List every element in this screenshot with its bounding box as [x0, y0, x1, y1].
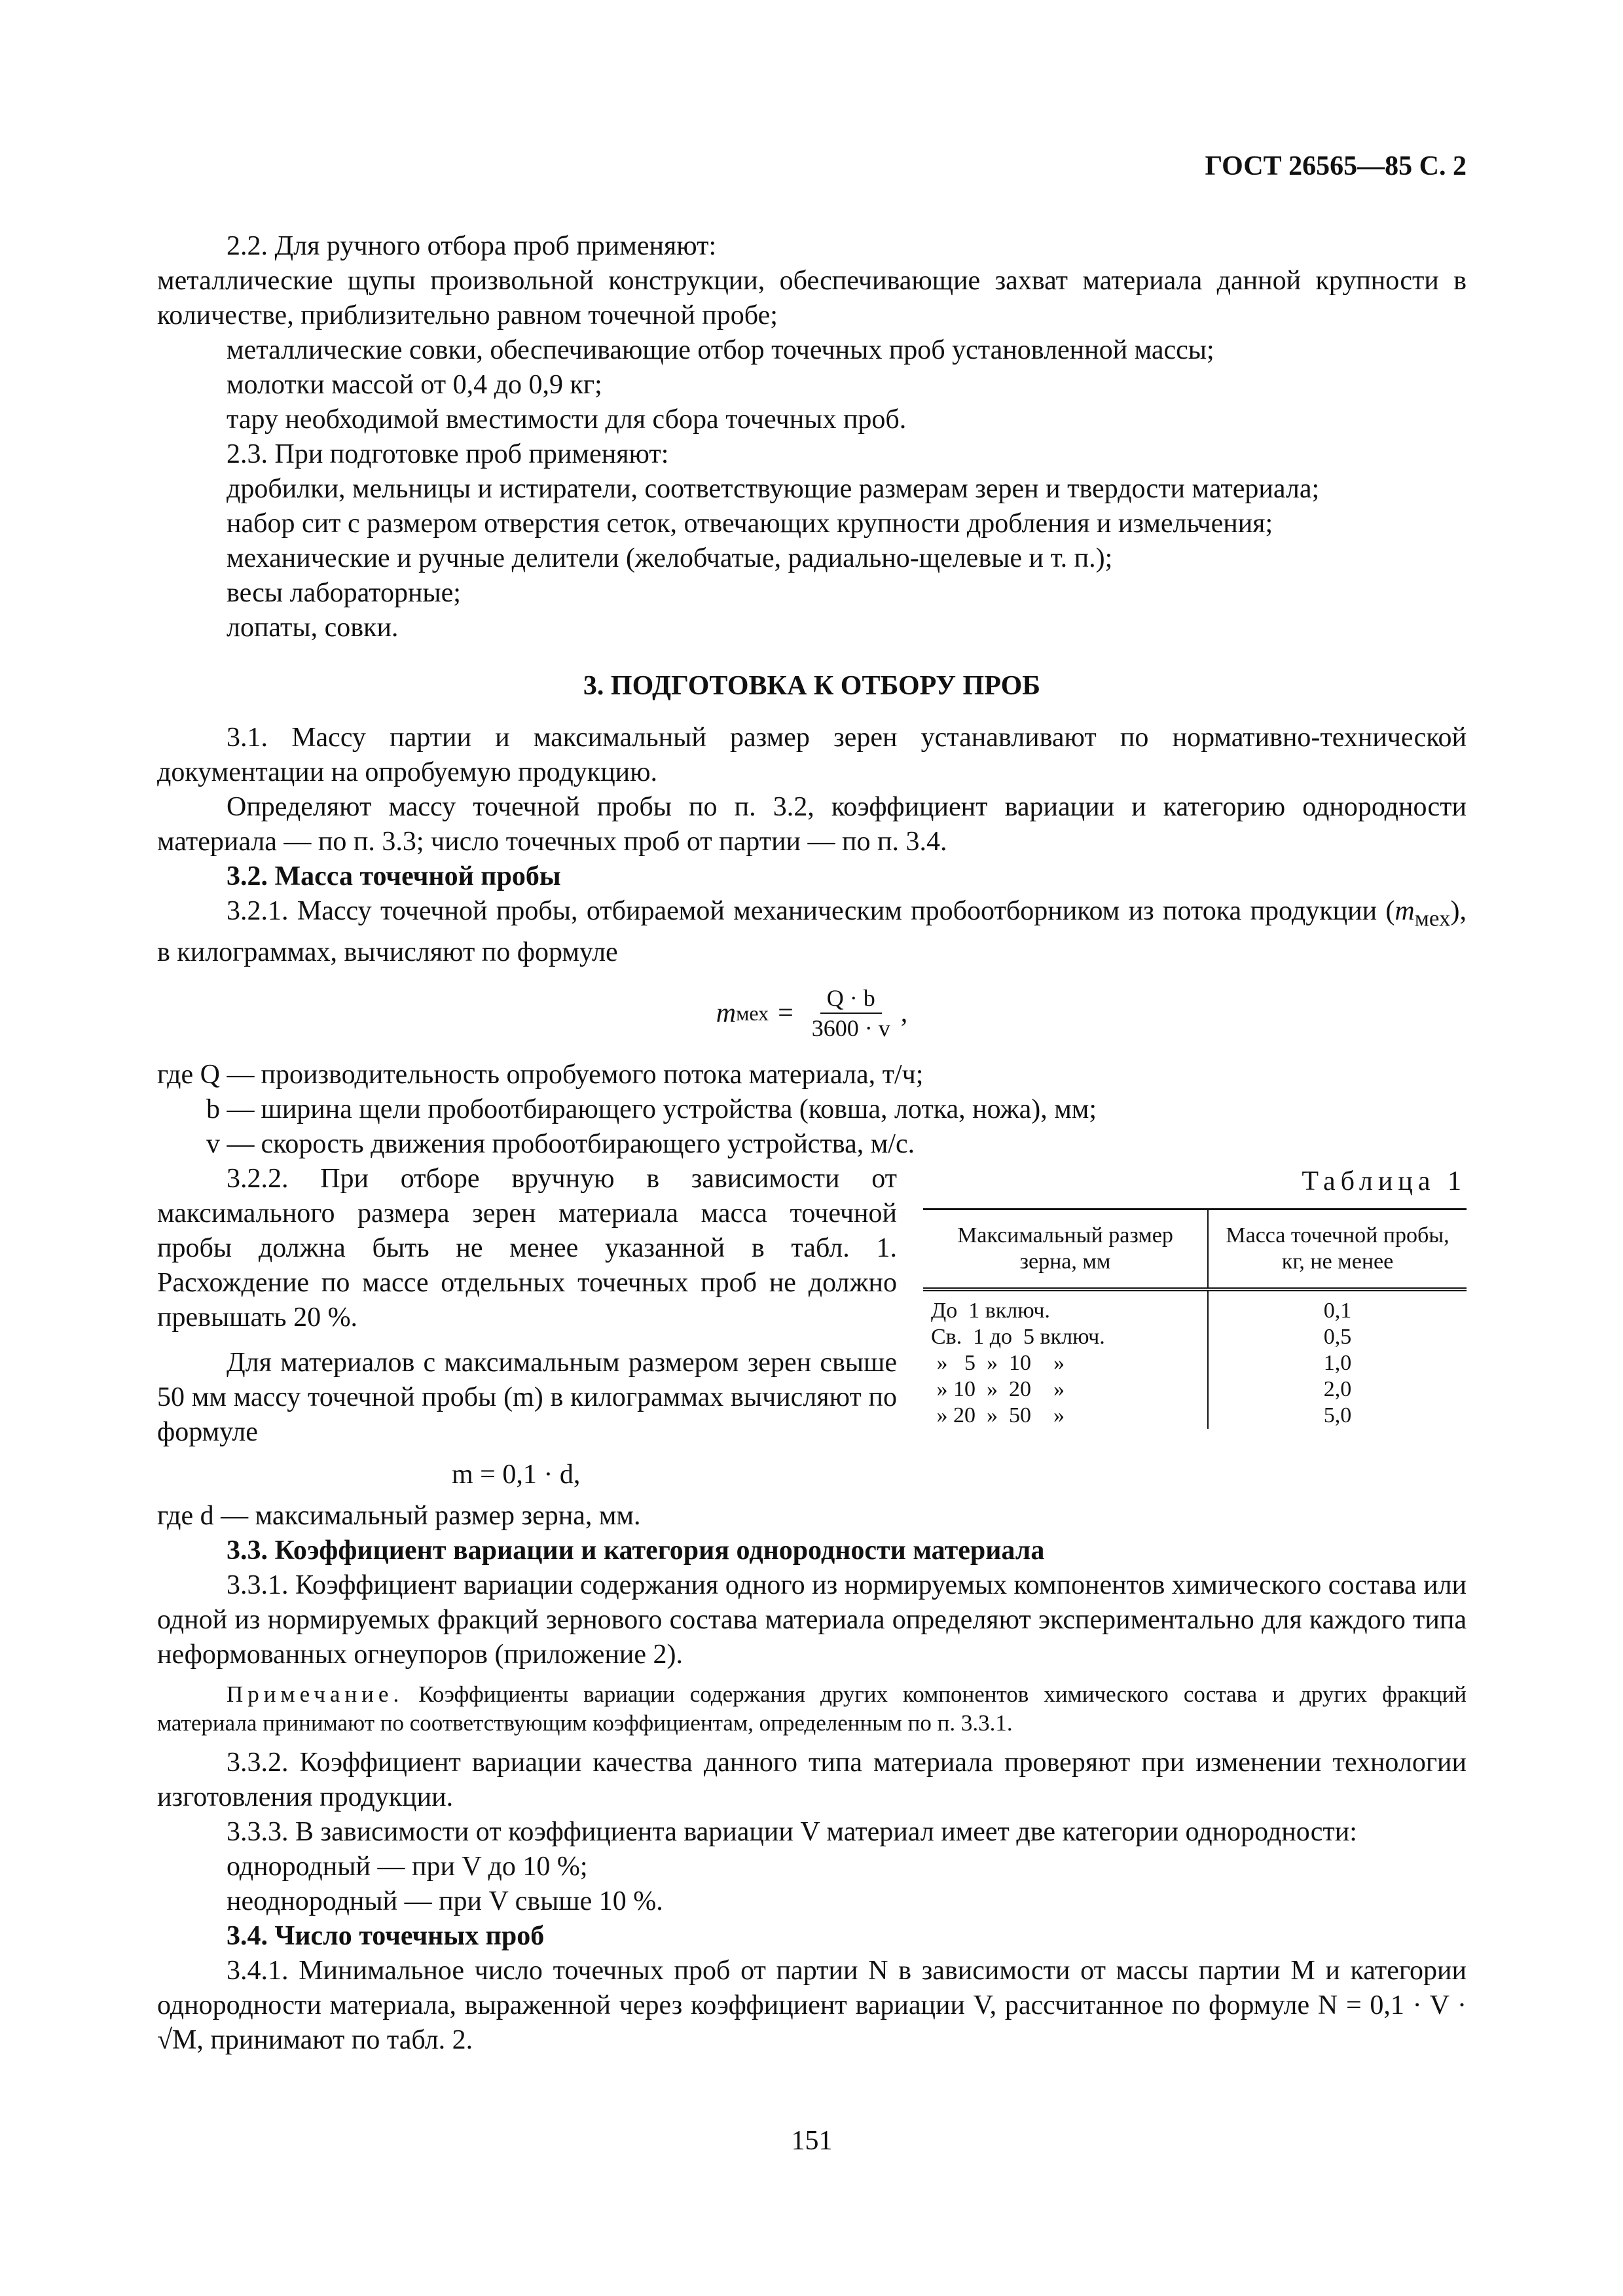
clause-2-3-item: механические и ручные делители (желобчатые, радиально-щелевые и т. п.); [227, 543, 1113, 573]
formula-m-d: m = 0,1 · d, [452, 1460, 581, 1490]
legend-key: v — [206, 1129, 255, 1160]
clause-3-2-2-text [157, 1162, 897, 1450]
clause-3-3-3: 3.3.3. В зависимости от коэффициента вариации V материал имеет две категории однородности: [227, 1817, 1357, 1848]
formula-lhs-sub: мех [736, 1001, 769, 1025]
formula-lhs: m [716, 997, 737, 1028]
clause-3-3-heading: 3.3. Коэффициент вариации и категория однородности материала [227, 1535, 1045, 1566]
legend-value: скорость движения пробоотбирающего устройства, м/с. [261, 1129, 915, 1160]
clause-2-3-title: 2.3. При подготовке проб применяют: [227, 439, 669, 469]
formula-numerator: Q · b [820, 984, 882, 1014]
formula-legend [157, 1058, 1467, 1162]
table-1-block [923, 1162, 1467, 1450]
legend-value: производительность опробуемого потока материала, т/ч; [261, 1060, 924, 1090]
formula-denominator: 3600 · v [811, 1015, 890, 1042]
table-header-row [923, 1210, 1467, 1290]
section-3-heading: 3. ПОДГОТОВКА К ОТБОРУ ПРОБ [583, 671, 1041, 701]
table-cell: » 10 » 20 » [923, 1376, 1208, 1403]
formula-equals: = [778, 997, 793, 1028]
table-row [923, 1289, 1467, 1324]
clause-2-3-item: лопаты, совки. [227, 613, 399, 643]
clause-2-3-item: дробилки, мельницы и истиратели, соответствующие размерам зерен и твердости материала; [227, 474, 1320, 504]
clause-2-2-item: тару необходимой вместимости для сбора точечных проб. [227, 404, 907, 435]
legend-key: где Q — [157, 1060, 255, 1090]
table-row [923, 1324, 1467, 1350]
clause-3-2-2: 3.2.2. При отборе вручную в зависимости от максимального размера зерен материала масса точечной пробы должна быть не менее указанной в табл. 1. Расхождение по массе отдельных точечных проб не должно превышать 20 %. [157, 1164, 897, 1333]
table-1 [923, 1208, 1467, 1429]
clause-3-2-heading: 3.2. Масса точечной пробы [227, 861, 561, 891]
formula-tail: , [900, 997, 908, 1028]
note-label: Примечание. [227, 1681, 404, 1708]
formula-m-d-legend: где d — максимальный размер зерна, мм. [157, 1501, 641, 1532]
clause-3-1-continued: Определяют массу точечной пробы по п. 3.2, коэффициент вариации и категорию однородности материала — по п. 3.3; число точечных проб от партии — по п. 3.4. [157, 792, 1467, 857]
table-header-cell: Максимальный размер зерна, мм [923, 1210, 1208, 1290]
formula-m-mex [157, 974, 1467, 1052]
table-cell: 2,0 [1323, 1377, 1352, 1402]
table-cell: 1,0 [1323, 1351, 1352, 1376]
note-text: Коэффициенты вариации содержания других компонентов химического состава и других фракций материала принимают по соответствующим коэффициентам, определенным по п. 3.3.1. [157, 1681, 1467, 1736]
table-cell: До 1 включ. [923, 1289, 1208, 1324]
clause-3-3-3-item: неоднородный — при V свыше 10 %. [227, 1886, 663, 1917]
table-1-caption: Таблица 1 [1302, 1166, 1467, 1197]
clause-3-4-heading: 3.4. Число точечных проб [227, 1921, 545, 1952]
formula-fraction [805, 984, 897, 1043]
legend-key: b — [206, 1094, 255, 1125]
clause-2-3-item: набор сит с размером отверстия сеток, отвечающих крупности дробления и измельчения; [227, 509, 1273, 539]
clause-2-2-title: 2.2. Для ручного отбора проб применяют: [227, 231, 717, 261]
table-cell: Св. 1 до 5 включ. [923, 1324, 1208, 1350]
clause-3-3-2: 3.3.2. Коэффициент вариации качества данного типа материала проверяют при изменении технологии изготовления продукции. [157, 1748, 1467, 1813]
clause-2-3-item: весы лабораторные; [227, 578, 461, 608]
table-row [923, 1376, 1467, 1403]
clause-3-3-3-item: однородный — при V до 10 %; [227, 1852, 588, 1882]
table-cell: 0,5 [1323, 1325, 1352, 1350]
table-cell: 0,1 [1323, 1299, 1352, 1323]
clause-2-2-item: металлические щупы произвольной конструкции, обеспечивающие захват материала данной крупности в количестве, приблизительно равном точечной пробе; [157, 266, 1467, 331]
table-cell: 5,0 [1323, 1403, 1352, 1428]
page-body [157, 229, 1467, 2058]
table-header-cell: Масса точечной пробы, кг, не менее [1226, 1223, 1450, 1274]
clause-2-2-item: молотки массой от 0,4 до 0,9 кг; [227, 370, 602, 400]
page-number: 151 [791, 2126, 833, 2156]
clause-3-3-1: 3.3.1. Коэффициент вариации содержания одного из нормируемых компонентов химического состава или одной из нормируемых фракций зернового состава материала определяют экспериментально для каждого типа неформованных огнеупоров (приложение 2). [157, 1570, 1467, 1670]
page-header: ГОСТ 26565—85 С. 2 [1205, 151, 1467, 181]
clause-3-2-2-continued: Для материалов с максимальным размером зерен свыше 50 мм массу точечной пробы (m) в килограммах вычисляют по формуле [157, 1348, 897, 1448]
clause-3-2-1-text-a: 3.2.1. Массу точечной пробы, отбираемой механическим пробоотборником из потока продукции ( [227, 896, 1395, 926]
table-cell: » 5 » 10 » [923, 1350, 1208, 1376]
clause-3-2-1 [157, 894, 1467, 970]
var-m: m [1395, 896, 1415, 926]
clause-3-2-1-text-b: ), в килограммах, вычисляют по формуле [157, 896, 1467, 968]
note [157, 1680, 1467, 1738]
table-row [923, 1403, 1467, 1429]
clause-3-1: 3.1. Массу партии и максимальный размер зерен устанавливают по нормативно-технической документации на опробуемую продукцию. [157, 723, 1467, 787]
clause-2-2-item: металлические совки, обеспечивающие отбор точечных проб установленной массы; [227, 335, 1214, 365]
legend-value: ширина щели пробоотбирающего устройства (ковша, лотка, ножа), мм; [261, 1094, 1097, 1125]
clause-3-4-1: 3.4.1. Минимальное число точечных проб от партии N в зависимости от массы партии M и категории однородности материала, выраженной через коэффициент вариации V, рассчитанное по формуле N = 0,1 · V · √M, принимают по табл. 2. [157, 1956, 1467, 2056]
table-row [923, 1350, 1467, 1376]
table-cell: » 20 » 50 » [923, 1403, 1208, 1429]
clause-3-2-2-with-table [157, 1162, 1467, 1450]
var-m-sub: мех [1414, 905, 1451, 931]
